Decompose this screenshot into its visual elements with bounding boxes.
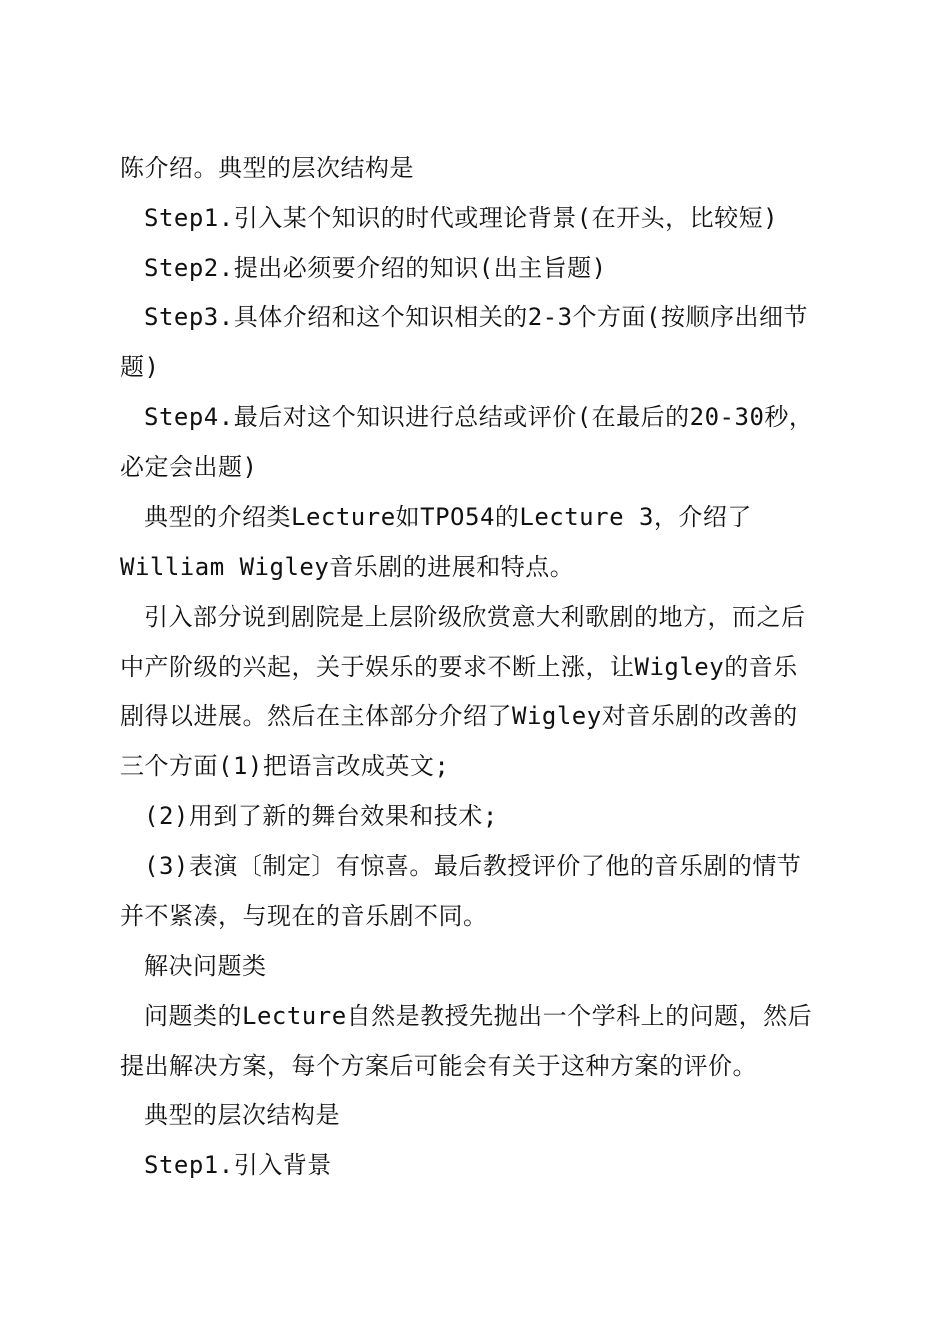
text-line: (3)表演〔制定〕有惊喜。最后教授评价了他的音乐剧的情节 [144, 852, 802, 880]
text-line: 引入部分说到剧院是上层阶级欣赏意大利歌剧的地方，而之后 [144, 603, 806, 631]
text-line: 三个方面(1)把语言改成英文; [120, 752, 450, 780]
text-line: Step1.引入背景 [144, 1151, 332, 1179]
text-line: 中产阶级的兴起，关于娱乐的要求不断上涨，让Wigley的音乐 [120, 653, 798, 681]
section-heading: 解决问题类 [144, 952, 267, 980]
text-line: 典型的介绍类Lecture如TPO54的Lecture 3，介绍了 [144, 503, 752, 531]
text-line: 并不紧凑，与现在的音乐剧不同。 [120, 902, 488, 930]
text-line: Step2.提出必须要介绍的知识(出主旨题) [144, 254, 607, 282]
text-line: Step4.最后对这个知识进行总结或评价(在最后的20-30秒， [144, 403, 814, 431]
text-line: Step3.具体介绍和这个知识相关的2-3个方面(按顺序出细节 [144, 303, 808, 331]
text-line: 必定会出题) [120, 453, 258, 481]
text-line: 题) [120, 353, 160, 381]
text-line: 典型的层次结构是 [144, 1101, 340, 1129]
text-line: 提出解决方案，每个方案后可能会有关于这种方案的评价。 [120, 1052, 757, 1080]
text-line: 剧得以进展。然后在主体部分介绍了Wigley对音乐剧的改善的 [120, 702, 798, 730]
text-line: 问题类的Lecture自然是教授先抛出一个学科上的问题，然后 [144, 1002, 813, 1030]
text-line: Step1.引入某个知识的时代或理论背景(在开头，比较短) [144, 204, 779, 232]
text-line: William Wigley音乐剧的进展和特点。 [120, 553, 575, 581]
text-line: 陈介绍。典型的层次结构是 [120, 154, 414, 182]
text-line: (2)用到了新的舞台效果和技术; [144, 802, 498, 830]
